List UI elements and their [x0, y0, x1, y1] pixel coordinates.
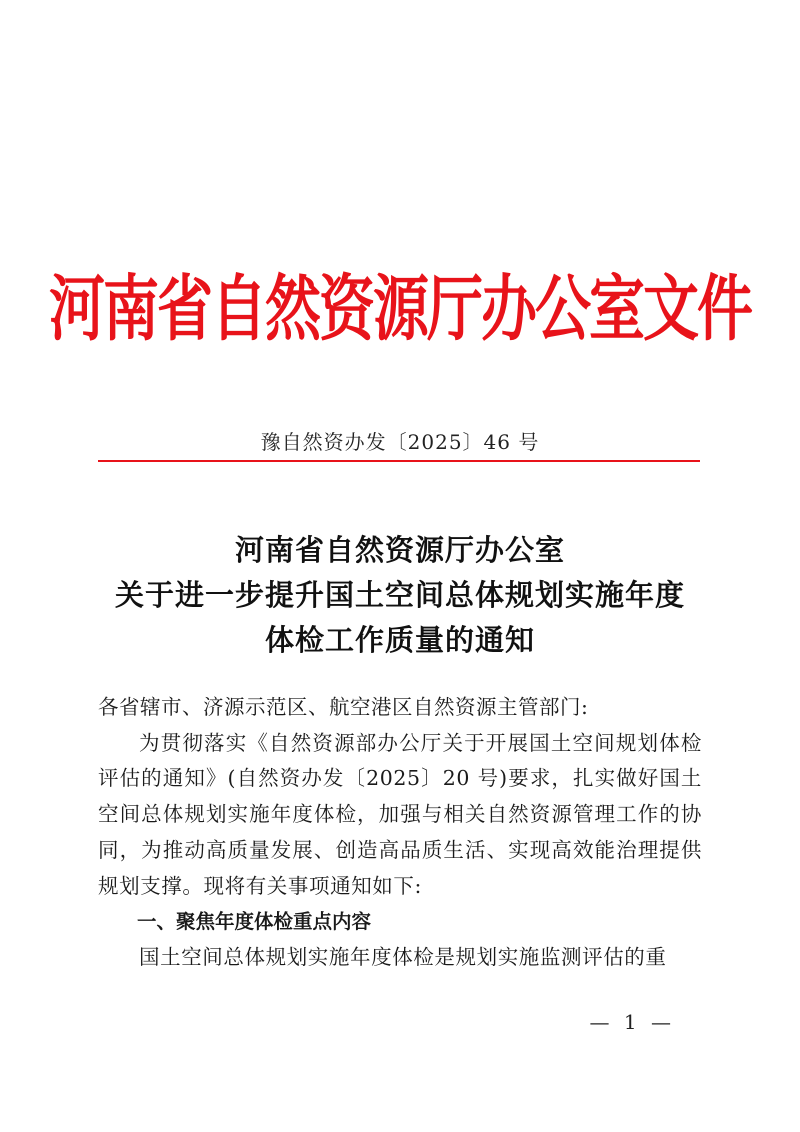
section-heading: 一、聚焦年度体检重点内容 [137, 910, 372, 934]
document-title [0, 528, 800, 663]
body-paragraph: 国土空间总体规划实施年度体检是规划实施监测评估的重 [139, 944, 667, 969]
issuer-masthead: 河南省自然资源厅办公室文件 [49, 266, 751, 352]
body-paragraph: 为贯彻落实《自然资源部办公厅关于开展国土空间规划体检评估的通知》(自然资办发〔2025〕20 号)要求，扎实做好国土空间总体规划实施年度体检，加强与相关自然资源管理工作的协同，为推动高质量发展、创造高品质生活、实现高效能治理提供规划支撑。现将有关事项通知如下: [98, 730, 702, 898]
title-line-1: 河南省自然资源厅办公室 [234, 533, 565, 567]
title-line-2: 关于进一步提升国土空间总体规划实施年度 [114, 578, 685, 612]
document-body [98, 690, 702, 976]
salutation: 各省辖市、济源示范区、航空港区自然资源主管部门: [98, 695, 589, 719]
red-divider-line [98, 460, 700, 462]
page-number: — 1 — [589, 1010, 675, 1034]
document-number: 豫自然资办发〔2025〕46 号 [260, 430, 540, 454]
title-line-3: 体检工作质量的通知 [264, 623, 535, 657]
